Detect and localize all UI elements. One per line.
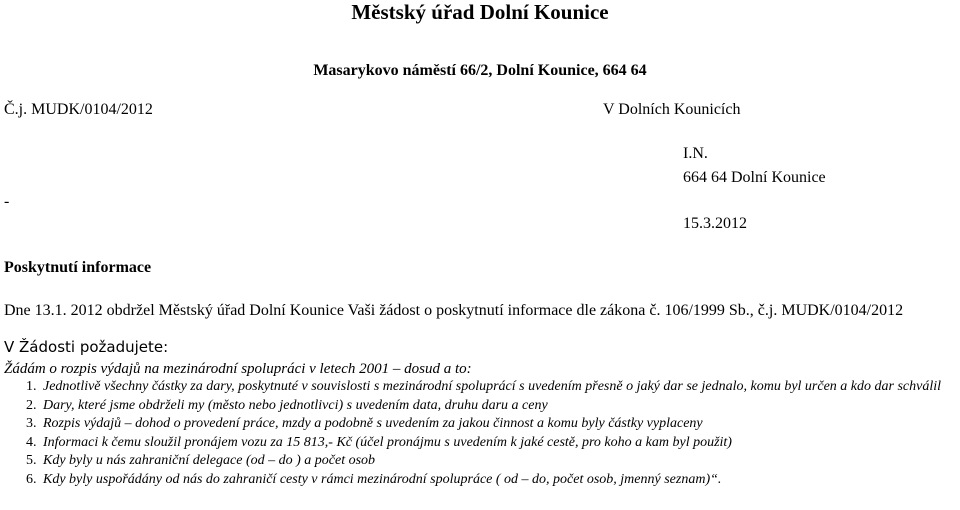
item-number: 4.	[26, 434, 37, 450]
office-title: Městský úřad Dolní Kounice	[351, 0, 609, 24]
reference-number: Č.j. MUDK/0104/2012	[4, 101, 153, 118]
item-number: 1.	[26, 379, 37, 394]
letter-date: 15.3.2012	[683, 215, 747, 232]
place-of-issue: V Dolních Kounicích	[603, 101, 741, 118]
item-number: 6.	[26, 471, 37, 487]
list-item	[0, 397, 956, 416]
item-text: Jednotlivě všechny částky za dary, poskytnuté v souvislosti s mezinárodní spoluprácí s uvedením přesně o jaký dar se jednalo, komu byl určen a kdo dar schválil	[43, 379, 942, 394]
list-item	[0, 471, 956, 490]
item-text: Dary, které jsme obdrželi my (město nebo jednotlivci) s uvedením data, druhu daru a ceny	[43, 397, 548, 413]
dash-mark: -	[4, 193, 10, 210]
intro-paragraph: Dne 13.1. 2012 obdržel Městský úřad Dolní Kounice Vaši žádost o poskytnutí informace dle zákona č. 106/1999 Sb., č.j. MUDK/0104/2012	[4, 302, 904, 319]
letter-heading: Poskytnutí informace	[4, 259, 152, 276]
recipient-name: I.N.	[683, 145, 708, 162]
item-number: 5.	[26, 453, 37, 468]
request-list	[0, 378, 956, 489]
list-item	[0, 378, 956, 397]
recipient-address: 664 64 Dolní Kounice	[683, 169, 826, 186]
office-address: Masarykovo náměstí 66/2, Dolní Kounice, 664 64	[313, 62, 647, 79]
item-text: Kdy byly uspořádány od nás do zahraničí cesty v rámci mezinárodní spolupráce ( od – do, počet osob, jmenný seznam)“.	[43, 471, 722, 487]
request-label: V Žádosti požadujete:	[4, 338, 169, 356]
item-text: Kdy byly u nás zahraniční delegace (od – do ) a počet osob	[43, 453, 376, 468]
request-intro: Žádám o rozpis výdajů na mezinárodní spolupráci v letech 2001 – dosud a to:	[4, 361, 472, 377]
item-number: 2.	[26, 397, 37, 413]
list-item	[0, 415, 956, 434]
item-number: 3.	[26, 416, 37, 431]
item-text: Rozpis výdajů – dohod o provedení práce, mzdy a podobně s uvedením za jakou činnost a komu byly částky vyplaceny	[43, 416, 703, 431]
item-text: Informaci k čemu sloužil pronájem vozu za 15 813,- Kč (účel pronájmu s uvedením k jaké cestě, pro koho a kam byl použit)	[43, 434, 732, 450]
list-item	[0, 452, 956, 471]
list-item	[0, 434, 956, 453]
